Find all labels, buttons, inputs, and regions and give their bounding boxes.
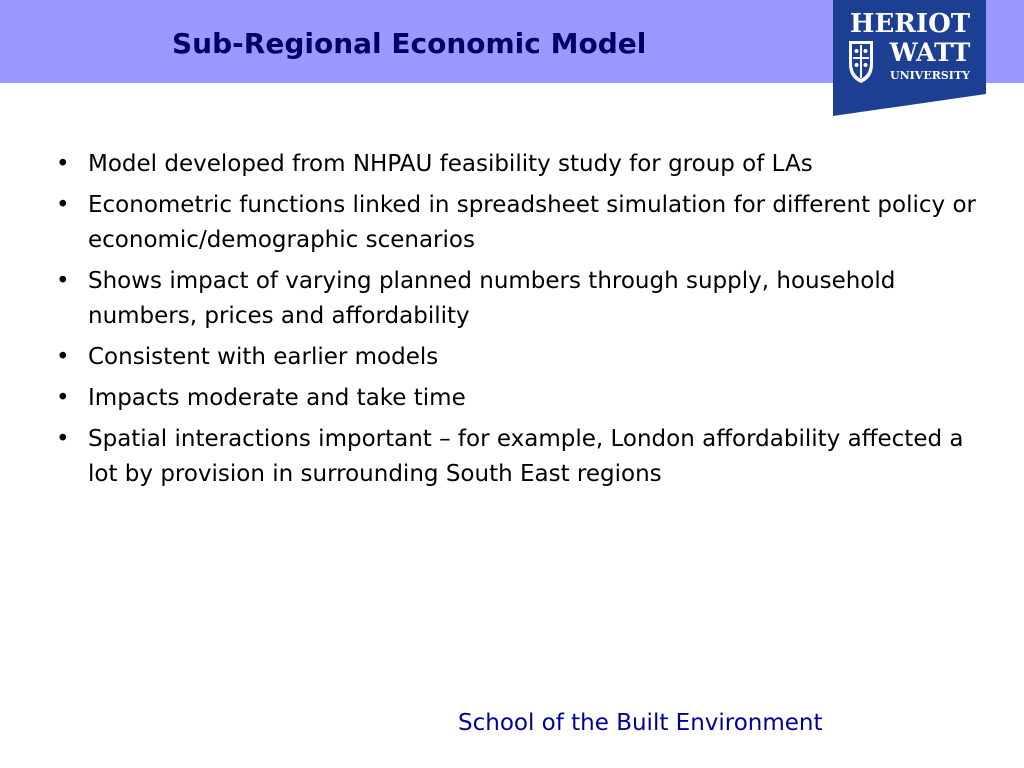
bullet-text: Impacts moderate and take time xyxy=(88,385,466,411)
heriot-watt-logo xyxy=(833,0,986,116)
bullet-list xyxy=(56,147,986,498)
bullet-dot: • xyxy=(56,151,70,177)
bullet-item xyxy=(56,264,986,334)
bullet-text: Model developed from NHPAU feasibility study for group of LAs xyxy=(88,151,813,177)
bullet-dot: • xyxy=(56,192,70,218)
bullet-text: Shows impact of varying planned numbers through supply, household numbers, prices and affordability xyxy=(88,268,896,329)
bullet-dot: • xyxy=(56,426,70,452)
bullet-dot: • xyxy=(56,268,70,294)
bullet-item xyxy=(56,381,986,416)
bullet-item xyxy=(56,422,986,492)
logo-word-2: WATT xyxy=(889,38,971,67)
footer-text: School of the Built Environment xyxy=(458,710,823,736)
bullet-dot: • xyxy=(56,344,70,370)
bullet-text: Spatial interactions important – for example, London affordability affected a lot by provision in surrounding South East regions xyxy=(88,426,964,487)
bullet-item xyxy=(56,340,986,375)
bullet-text: Consistent with earlier models xyxy=(88,344,439,370)
slide-title: Sub-Regional Economic Model xyxy=(172,27,647,60)
bullet-item xyxy=(56,188,986,258)
bullet-item xyxy=(56,147,986,182)
bullet-dot: • xyxy=(56,385,70,411)
logo-word-3: UNIVERSITY xyxy=(890,69,970,82)
bullet-text: Econometric functions linked in spreadsheet simulation for different policy or economic/demographic scenarios xyxy=(88,192,976,253)
logo-word-1: HERIOT xyxy=(849,9,971,39)
logo-graphic xyxy=(833,0,986,116)
